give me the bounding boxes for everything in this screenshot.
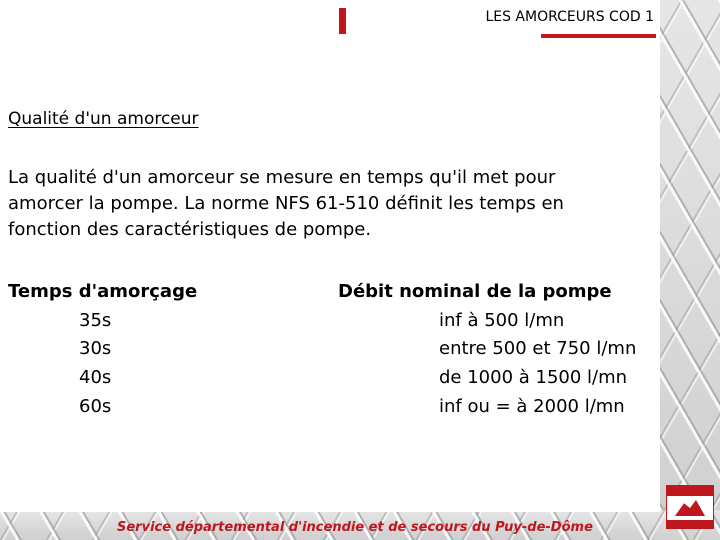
flow-cell: de 1000 à 1500 l/mn — [439, 367, 628, 388]
flow-cell: inf ou = à 2000 l/mn — [439, 396, 625, 417]
footer-text: Service départemental d'incendie et de secours du Puy-de-Dôme — [117, 520, 593, 535]
intro-paragraph: La qualité d'un amorceur se mesure en temps qu'il met pour amorcer la pompe. La norme NFS 61-510 définit les temps en fonction des caractéristiques de pompe. — [8, 167, 564, 240]
time-cell: 30s — [79, 338, 112, 359]
flow-cell: inf à 500 l/mn — [439, 310, 565, 331]
header-title: LES AMORCEURS COD 1 — [485, 9, 654, 25]
header-underline — [541, 34, 656, 38]
header-accent-bar — [339, 8, 346, 34]
column-header-flow: Débit nominal de la pompe — [338, 281, 612, 302]
section-heading: Qualité d'un amorceur — [8, 109, 199, 129]
time-cell: 40s — [79, 367, 112, 388]
sdis-logo-icon — [666, 485, 714, 529]
flow-cell: entre 500 et 750 l/mn — [439, 338, 637, 359]
time-cell: 60s — [79, 396, 112, 417]
metal-texture-right — [660, 0, 720, 540]
column-header-time: Temps d'amorçage — [8, 281, 198, 302]
time-cell: 35s — [79, 310, 112, 331]
